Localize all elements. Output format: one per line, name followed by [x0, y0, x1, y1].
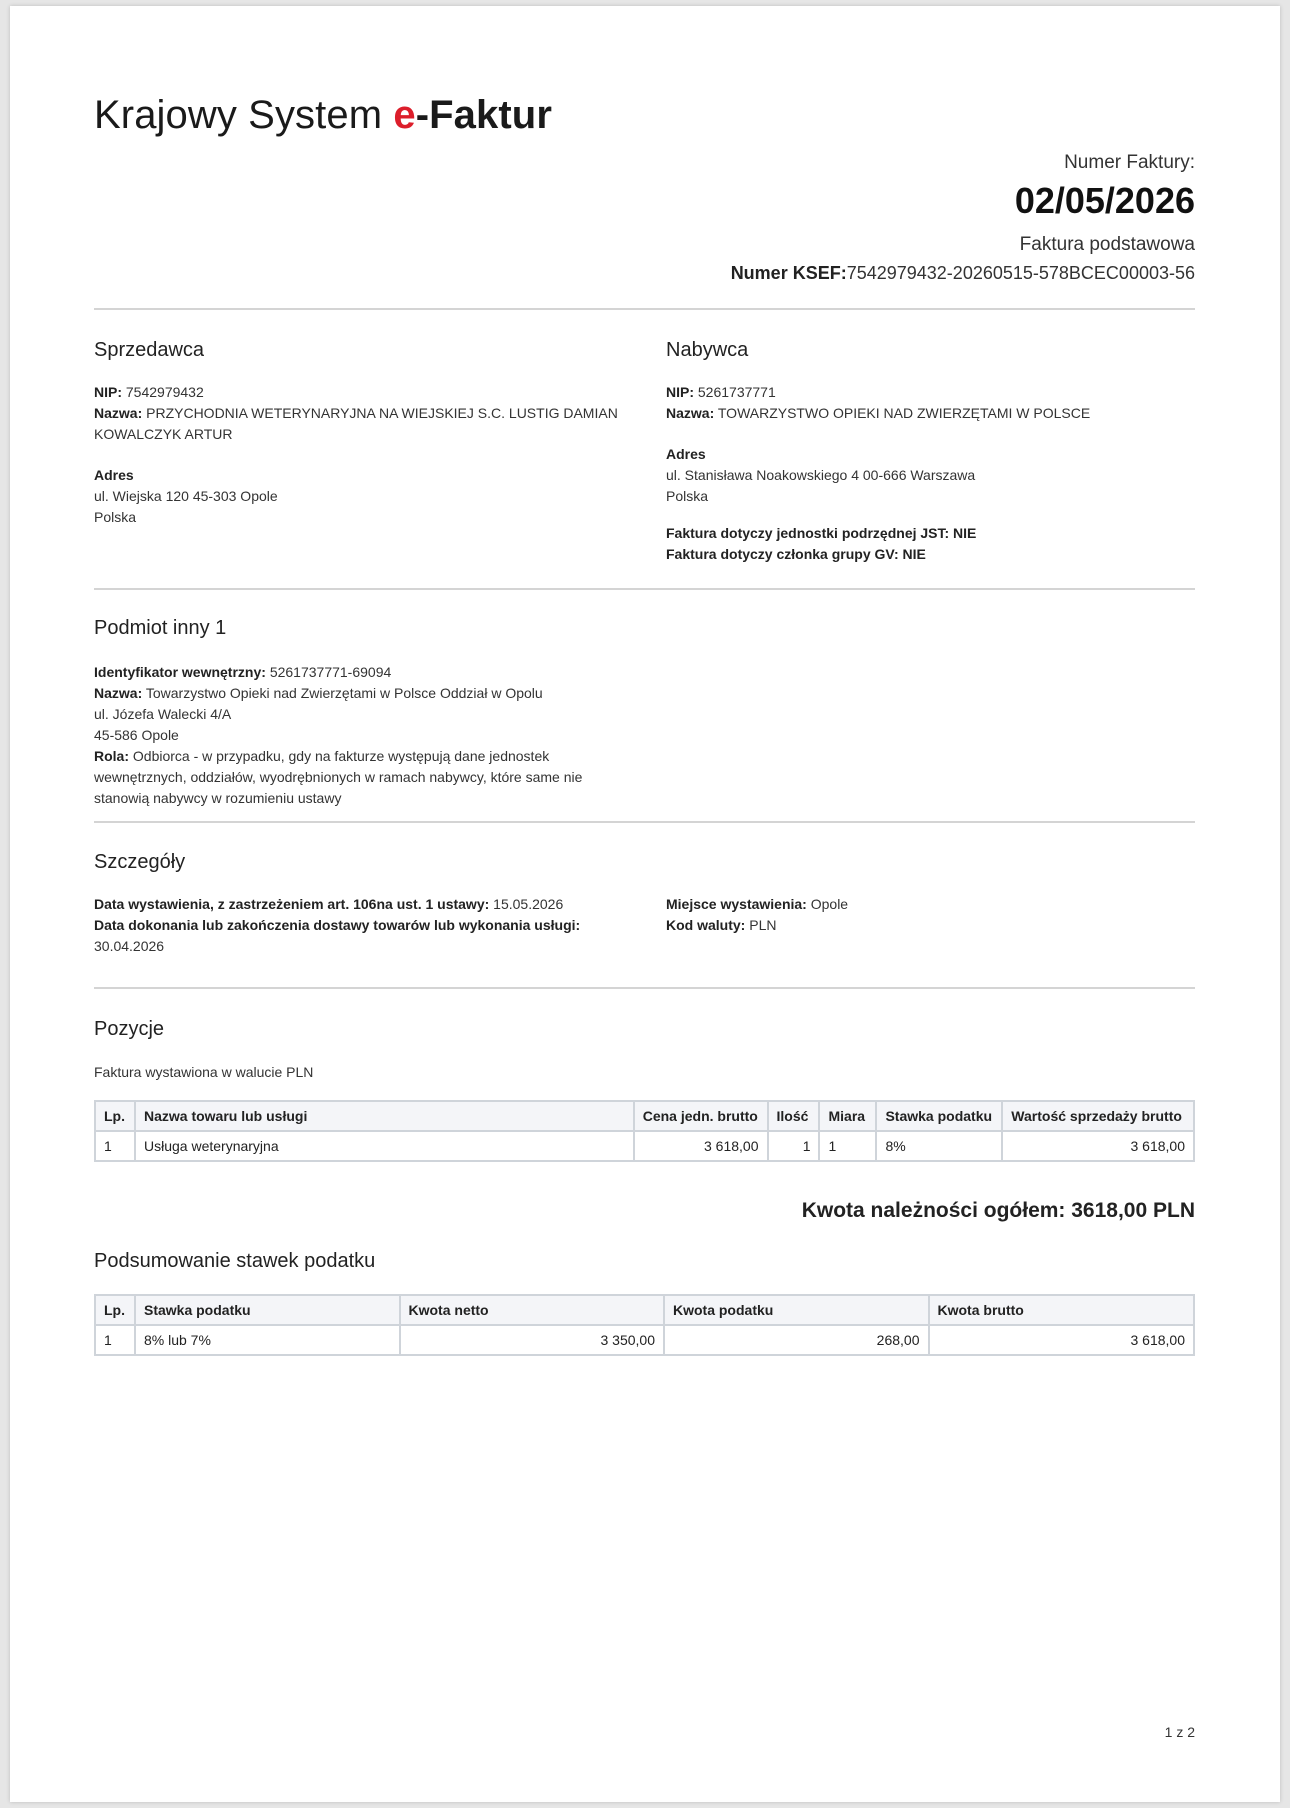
divider — [94, 588, 1195, 590]
table-row — [95, 1131, 1194, 1161]
details-right — [666, 894, 1195, 936]
cell-name: Usługa weterynaryjna — [135, 1131, 634, 1161]
cell-tax: 268,00 — [664, 1325, 929, 1355]
brand-prefix: Krajowy System — [94, 93, 394, 137]
other-role: Rola: Odbiorca - w przypadku, gdy na fakturze występują dane jednostek wewnętrznych, oddziałów, wyodrębnionych w ramach nabywcy, które same nie stanowią nabywcy w rozumieniu ustawy — [94, 748, 583, 806]
cell-measure: 1 — [819, 1131, 876, 1161]
other-name: Nazwa: Towarzystwo Opieki nad Zwierzętami w Polsce Oddział w Opolu — [94, 685, 543, 701]
total-amount: Kwota należności ogółem: 3618,00 PLN — [801, 1199, 1195, 1222]
buyer-address-line1: ul. Stanisława Noakowskiego 4 00-666 Warszawa — [666, 467, 976, 483]
invoice-type: Faktura podstawowa — [1019, 234, 1195, 255]
cell-net: 3 350,00 — [400, 1325, 664, 1355]
col-header: Ilość — [768, 1101, 820, 1131]
buyer-jst: Faktura dotyczy jednostki podrzędnej JST: NIE — [666, 525, 977, 541]
col-header: Kwota podatku — [664, 1295, 929, 1325]
divider — [94, 987, 1195, 989]
cell-lp: 1 — [95, 1131, 135, 1161]
brand-suffix: -Faktur — [415, 93, 552, 137]
buyer-name: Nazwa: TOWARZYSTWO OPIEKI NAD ZWIERZĘTAMI W POLSCE — [666, 405, 1091, 421]
brand-e: e — [393, 93, 416, 137]
buyer-block — [666, 382, 1195, 565]
buyer-address-label: Adres — [666, 446, 706, 462]
other-city: 45-586 Opole — [94, 727, 179, 743]
cell-tax-rate: 8% lub 7% — [135, 1325, 400, 1355]
seller-title: Sprzedawca — [94, 339, 205, 361]
seller-block — [94, 382, 644, 528]
cell-lp: 1 — [95, 1325, 135, 1355]
col-header: Lp. — [95, 1101, 135, 1131]
brand-logo — [94, 93, 552, 138]
delivery-date: Data dokonania lub zakończenia dostawy towarów lub wykonania usługi: 30.04.2026 — [94, 917, 581, 954]
invoice-number-label: Numer Faktury: — [1064, 152, 1195, 173]
ksef-value: 7542979432-20260515-578BCEC00003-56 — [846, 263, 1195, 283]
details-title: Szczegóły — [94, 851, 186, 873]
positions-note: Faktura wystawiona w walucie PLN — [94, 1064, 314, 1080]
currency-code: Kod waluty: PLN — [666, 917, 777, 933]
positions-title: Pozycje — [94, 1018, 165, 1040]
buyer-title: Nabywca — [666, 339, 749, 361]
col-header: Miara — [819, 1101, 876, 1131]
tax-summary-title: Podsumowanie stawek podatku — [94, 1250, 376, 1272]
seller-nip: NIP: 7542979432 — [94, 384, 204, 400]
cell-gross-value: 3 618,00 — [1002, 1131, 1194, 1161]
invoice-header — [731, 151, 1195, 285]
cell-tax-rate: 8% — [876, 1131, 1002, 1161]
ksef-label: Numer KSEF: — [730, 263, 847, 283]
other-entity-block — [94, 662, 634, 809]
positions-table — [94, 1100, 1195, 1162]
col-header: Kwota brutto — [929, 1295, 1195, 1325]
cell-gross: 3 618,00 — [929, 1325, 1195, 1355]
col-header: Cena jedn. brutto — [634, 1101, 768, 1131]
col-header: Lp. — [95, 1295, 135, 1325]
invoice-number: 02/05/2026 — [1014, 180, 1195, 221]
invoice-page — [10, 6, 1280, 1802]
seller-address-line1: ul. Wiejska 120 45-303 Opole — [94, 488, 278, 504]
seller-address-line2: Polska — [94, 509, 137, 525]
tax-header-row — [95, 1295, 1194, 1325]
divider — [94, 308, 1195, 310]
col-header: Wartość sprzedaży brutto — [1002, 1101, 1194, 1131]
issue-place: Miejsce wystawienia: Opole — [666, 896, 849, 912]
cell-unit-price: 3 618,00 — [634, 1131, 768, 1161]
buyer-address-line2: Polska — [666, 488, 709, 504]
divider — [94, 821, 1195, 823]
col-header: Nazwa towaru lub usługi — [135, 1101, 634, 1131]
tax-summary-table — [94, 1294, 1195, 1356]
cell-quantity: 1 — [768, 1131, 820, 1161]
other-entity-title: Podmiot inny 1 — [94, 617, 227, 639]
col-header: Stawka podatku — [135, 1295, 400, 1325]
issue-date: Data wystawienia, z zastrzeżeniem art. 106na ust. 1 ustawy: 15.05.2026 — [94, 896, 564, 912]
details-left — [94, 894, 644, 957]
other-id: Identyfikator wewnętrzny: 5261737771-69094 — [94, 664, 392, 680]
seller-address-label: Adres — [94, 467, 134, 483]
seller-name: Nazwa: PRZYCHODNIA WETERYNARYJNA NA WIEJSKIEJ S.C. LUSTIG DAMIAN KOWALCZYK ARTUR — [94, 405, 618, 442]
table-row — [95, 1325, 1194, 1355]
ksef-number — [731, 261, 1195, 285]
positions-header-row — [95, 1101, 1194, 1131]
buyer-nip: NIP: 5261737771 — [666, 384, 776, 400]
buyer-gv: Faktura dotyczy członka grupy GV: NIE — [666, 546, 926, 562]
col-header: Stawka podatku — [876, 1101, 1002, 1131]
other-street: ul. Józefa Walecki 4/A — [94, 706, 232, 722]
col-header: Kwota netto — [400, 1295, 664, 1325]
page-number: 1 z 2 — [1164, 1724, 1195, 1740]
